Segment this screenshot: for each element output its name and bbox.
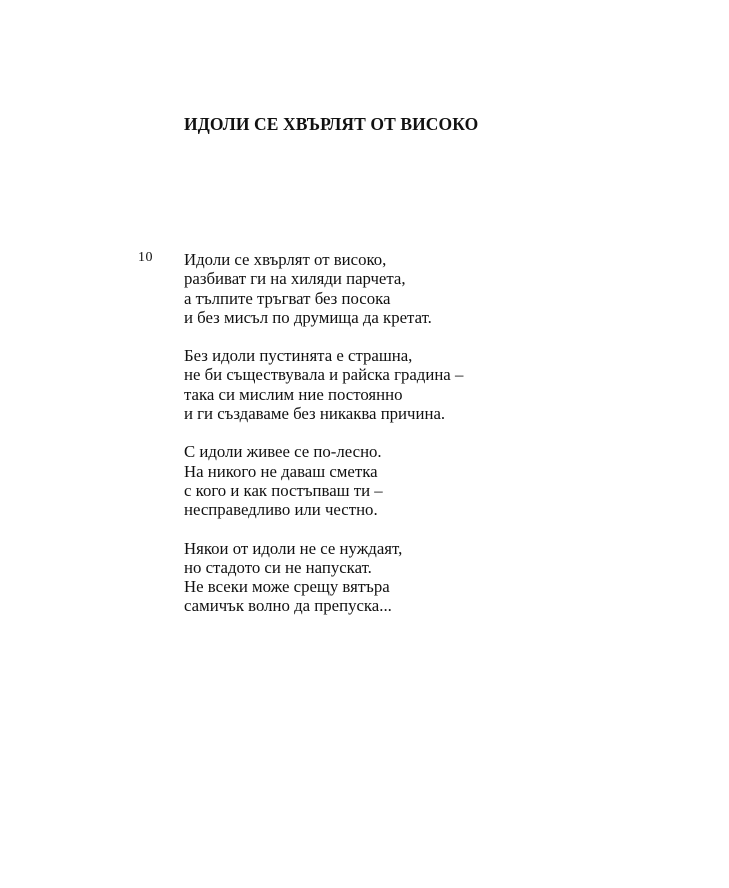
- verse-line: с кого и как постъпваш ти –: [184, 480, 383, 500]
- stanza-4: [184, 539, 463, 616]
- verse-line: а тълпите тръгват без посока: [184, 288, 391, 308]
- stanza-2: [184, 346, 463, 423]
- verse-line: На никого не даваш сметка: [184, 461, 378, 481]
- verse-line: Някои от идоли не се нуждаят,: [184, 538, 403, 558]
- verse-line: и без мисъл по друмища да кретат.: [184, 307, 432, 327]
- verse-line: Идоли се хвърлят от високо,: [184, 250, 387, 269]
- verse-line: но стадото си не напускат.: [184, 557, 372, 577]
- verse-line: и ги създаваме без никаква причина.: [184, 404, 446, 424]
- verse-line: С идоли живее се по-лесно.: [184, 442, 382, 462]
- verse-line: разбиват ги на хиляди парчета,: [184, 269, 406, 289]
- poem-body: [184, 250, 463, 635]
- verse-line: не би съществувала и райска градина –: [184, 365, 464, 385]
- stanza-3: [184, 442, 463, 519]
- verse-line: така си мислим ние постоянно: [184, 384, 403, 404]
- poem-title: ИДОЛИ СЕ ХВЪРЛЯТ ОТ ВИСОКО: [184, 114, 479, 134]
- verse-line: несправедливо или честно.: [184, 500, 378, 520]
- page-number: 10: [138, 250, 153, 265]
- verse-line: самичък волно да препуска...: [184, 596, 392, 616]
- stanza-1: [184, 250, 463, 327]
- verse-line: Не всеки може срещу вятъра: [184, 577, 390, 597]
- verse-line: Без идоли пустинята е страшна,: [184, 346, 413, 366]
